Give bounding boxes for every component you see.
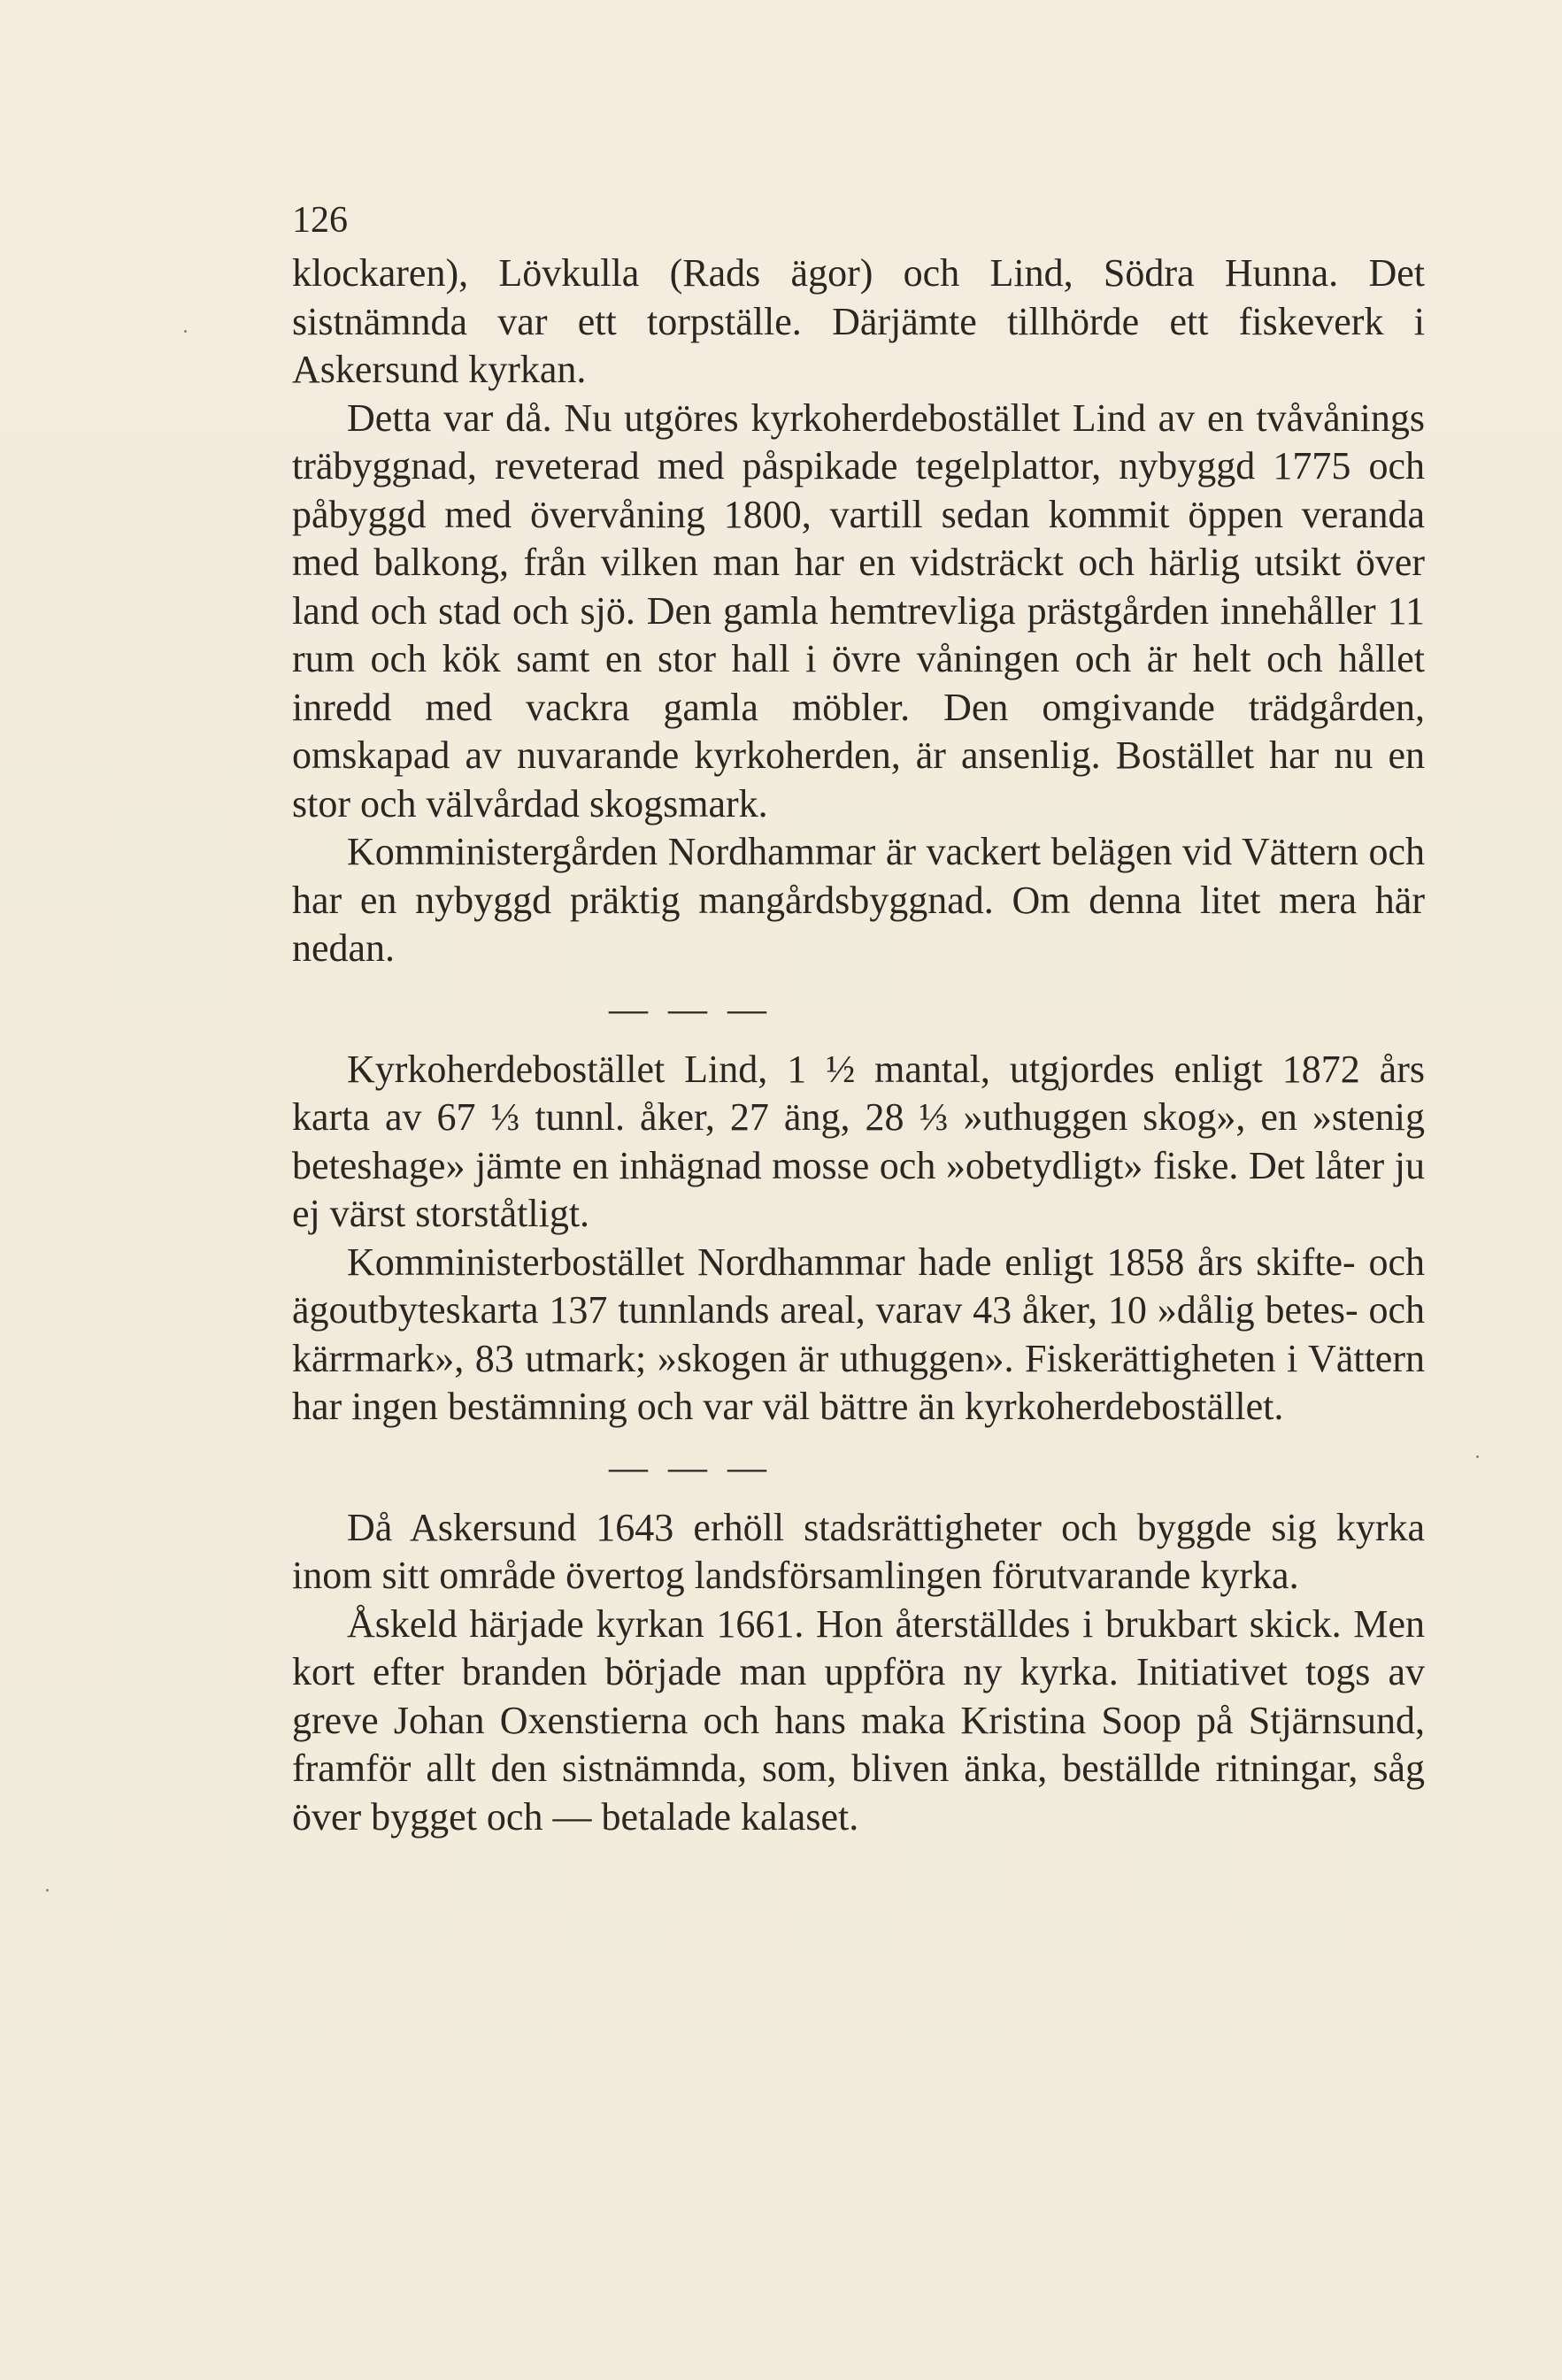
section-separator: — — — xyxy=(609,1445,772,1489)
page-number: 126 xyxy=(292,200,348,241)
paragraph-5: Komministerbostället Nordhammar hade enligt 1858 års skifte- och ägoutbyteskarta 137 tunnlands areal, varav 43 åker, 10 »dålig betes- och kärrmark», 83 utmark; »skogen är uthuggen». Fiskerättigheten i Vättern har ingen bestämning och var väl bättre än kyrkoherdebostället. xyxy=(292,1240,1425,1428)
section-separator: — — — xyxy=(609,987,772,1031)
paragraph-4: Kyrkoherdebostället Lind, 1 ½ mantal, utgjordes enligt 1872 års karta av 67 ⅓ tunnl. åker, 27 äng, 28 ⅓ »uthuggen skog», en »stenig beteshage» jämte en inhägnad mosse och »obetydligt» fiske. Det låter ju ej värst storståtligt. xyxy=(292,1047,1425,1235)
paragraph-6: Då Askersund 1643 erhöll stadsrättigheter och byggde sig kyrka inom sitt område övertog landsförsamlingen förutvarande kyrka. xyxy=(292,1505,1425,1597)
paragraph-3: Komministergården Nordhammar är vackert belägen vid Vättern och har en nybyggd präktig mangårdsbyggnad. Om denna litet mera här nedan. xyxy=(292,830,1425,970)
paragraph-7: Åskeld härjade kyrkan 1661. Hon återställdes i brukbart skick. Men kort efter branden började man uppföra ny kyrka. Initiativet togs av greve Johan Oxenstierna och hans maka Kristina Soop på Stjärnsund, framför allt den sistnämnda, som, bliven änka, beställde ritningar, såg över bygget och — betalade kalaset. xyxy=(292,1601,1425,1839)
paragraph-2: Detta var då. Nu utgöres kyrkoherdebostället Lind av en tvåvånings träbyggnad, reveterad med påspikade tegelplattor, nybyggd 1775 och påbyggd med övervåning 1800, vartill sedan kommit öppen veranda med balkong, från vilken man har en vidsträckt och härlig utsikt över land och stad och sjö. Den gamla hemtrevliga prästgården innehåller 11 rum och kök samt en stor hall i övre våningen och är helt och hållet inredd med vackra gamla möbler. Den omgivande trädgården, omskapad av nuvarande kyrkoherden, är ansenlig. Bostället har nu en stor och välvårdad skogsmark. xyxy=(292,395,1425,825)
body-text xyxy=(292,250,1425,1841)
paragraph-1: klockaren), Lövkulla (Rads ägor) och Lind, Södra Hunna. Det sistnämnda var ett torpställe. Därjämte tillhörde ett fiskeverk i Askersund kyrkan. xyxy=(292,251,1425,391)
